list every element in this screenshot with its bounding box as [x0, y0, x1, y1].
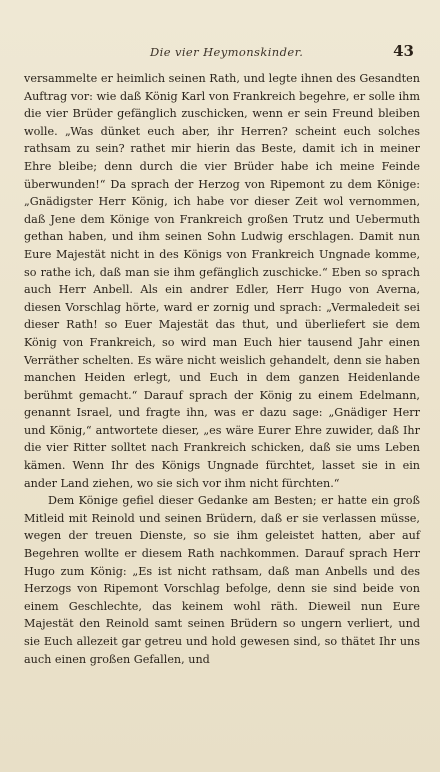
running-title: Die vier Heymonskinder. — [150, 45, 304, 59]
page-number: 43 — [393, 42, 414, 60]
paragraph-2: Dem Könige gefiel dieser Gedanke am Besten; er hatte ein groß Mitleid mit Reinold und seinen Brüdern, daß er sie verlassen müsse, wegen der treuen Dienste, so sie ihm geleistet hatten, aber auf Begehren wollte er diesem Rath nachkommen. Darauf sprach Herr Hugo zum König: „Es ist nicht rathsam, daß man Anbells und des Herzogs von Ripemont Vorschlag befolge, denn sie sind beide von einem Geschlechte, das keinem wohl räth. Dieweil nun Eure Majestät den Reinold samt seinen Brüdern so ungern verliert, und sie Euch allezeit gar getreu und hold gewesen sind, so thätet Ihr uns auch einen großen Gefallen, und — [24, 494, 420, 666]
paragraph-1: versammelte er heimlich seinen Rath, und legte ihnen des Gesandten Auftrag vor: wie daß König Karl von Frankreich begehre, er solle ihm die vier Brüder gefänglich zuschicken, wenn er sein Freund bleiben wolle. „Was dünket euch aber, ihr Herren? scheint euch solches rathsam zu sein? rathet mir hierin das Beste, damit ich in meiner Ehre bleibe; denn durch die vier Brüder habe ich meine Feinde überwunden!“ Da sprach der Herzog von Ripemont zu dem Könige: „Gnädigster Herr König, ich habe vor dieser Zeit wol vernommen, daß Jene dem Könige von Frankreich großen Trutz und Uebermuth gethan haben, und ihm seinen Sohn Ludwig erschlagen. Damit nun Eure Majestät nicht in des Königs von Frankreich Ungnade komme, so rathe ich, daß man sie ihm gefänglich zuschicke.“ Eben so sprach auch Herr Anbell. Als ein andrer Edler, Herr Hugo von Averna, diesen Vorschlag hörte, ward er zornig und sprach: „Vermaledeit sei dieser Rath! so Euer Majestät das thut, und überliefert sie dem König von Frankreich, so wird man Euch hier tausend Jahr einen Verräther schelten. Es wäre nicht weislich gehandelt, denn sie haben manchen Heiden erlegt, und Euch in dem ganzen Heidenlande berühmt gemacht.“ Darauf sprach der König zu einem Edelmann, genannt Israel, und fragte ihn, was er dazu sage: „Gnädiger Herr und König,“ antwortete dieser, „es wäre Eurer Ehre zuwider, daß Ihr die vier Ritter solltet nach Frankreich schicken, daß sie ums Leben kämen. Wenn Ihr des Königs Ungnade fürchtet, lasset sie in ein ander Land ziehen, wo sie sich vor ihm nicht fürchten.“ — [24, 72, 420, 490]
body-text — [24, 70, 420, 668]
